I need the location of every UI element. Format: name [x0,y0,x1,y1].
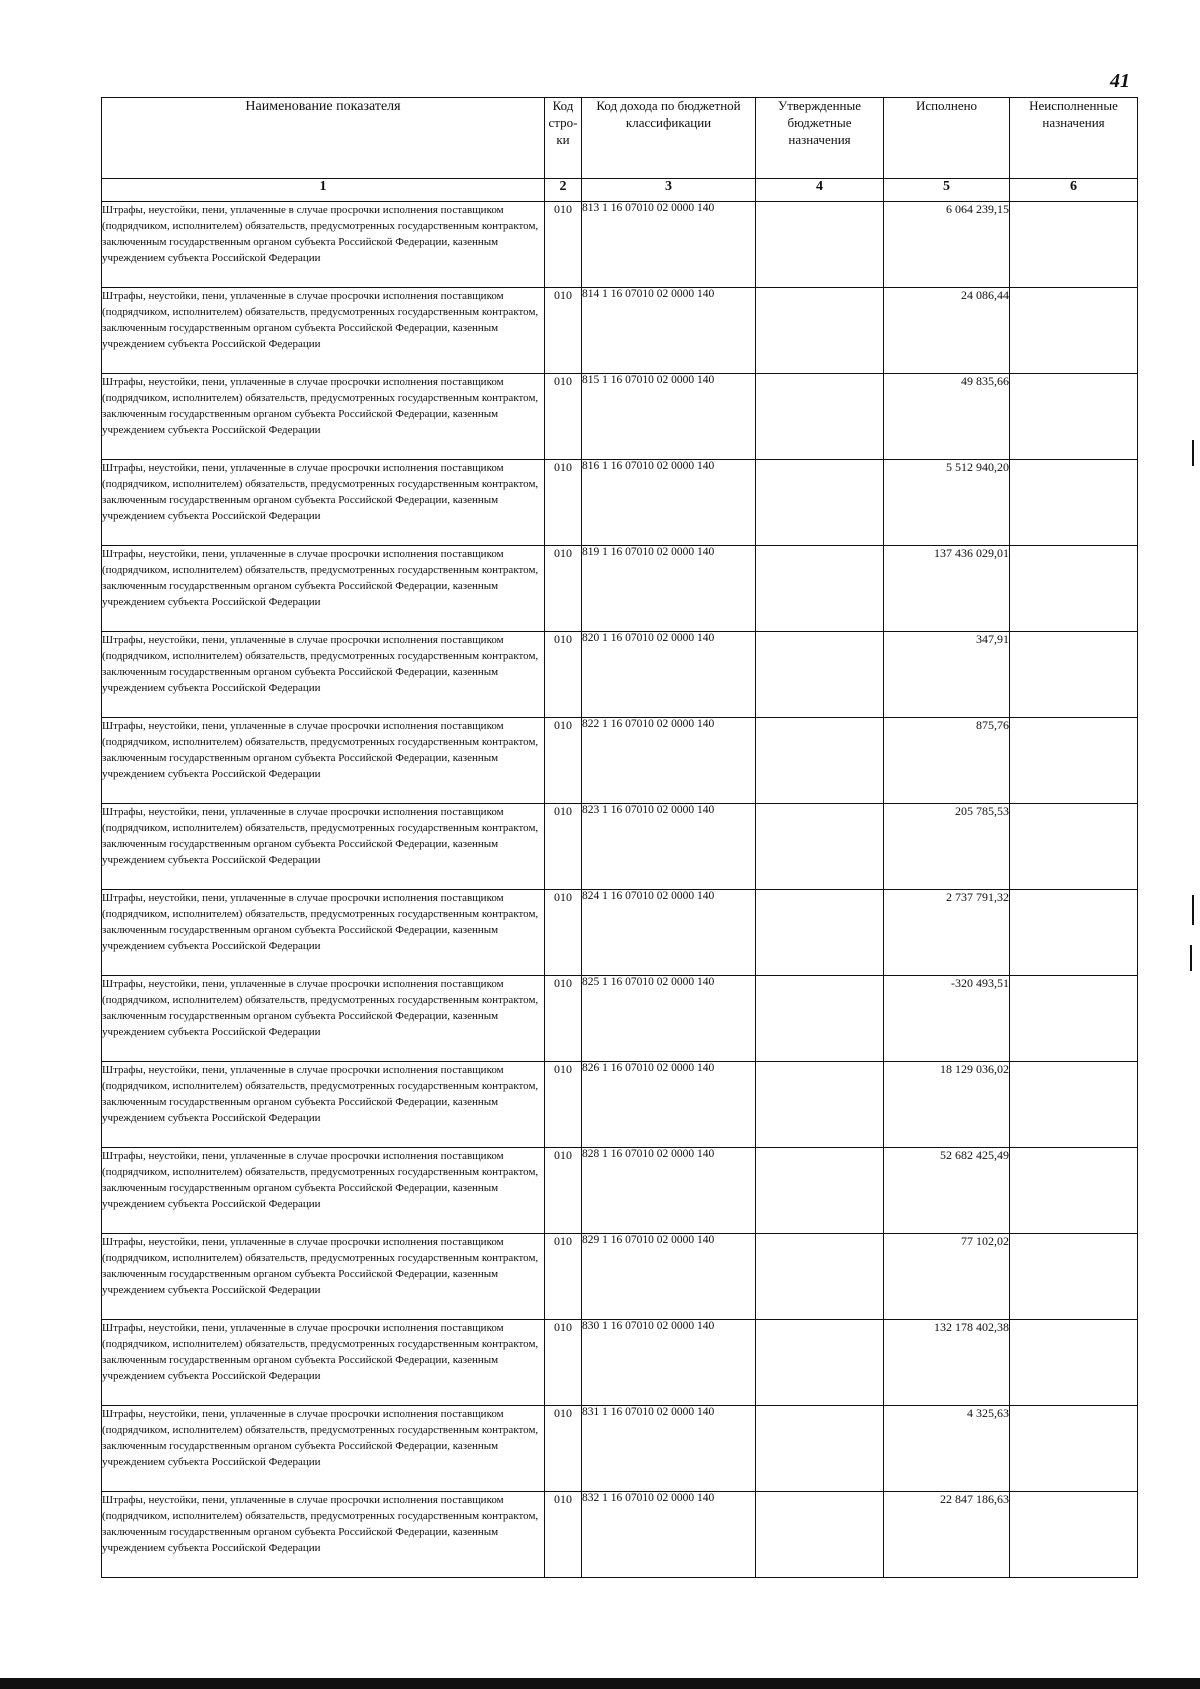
row-approved [756,1234,884,1320]
row-executed: 4 325,63 [884,1406,1010,1492]
table-row [102,1234,1138,1320]
column-number: 4 [756,179,884,202]
row-name: Штрафы, неустойки, пени, уплаченные в случае просрочки исполнения поставщиком (подрядчиком, исполнителем) обязательств, предусмотренных государственным контрактом, заключенным государственным органом субъекта Российской Федерации, казенным учреждением субъекта Российской Федерации [102,374,545,460]
table-row [102,1148,1138,1234]
row-kbk: 832 1 16 07010 02 0000 140 [582,1492,756,1578]
row-name: Штрафы, неустойки, пени, уплаченные в случае просрочки исполнения поставщиком (подрядчиком, исполнителем) обязательств, предусмотренных государственным контрактом, заключенным государственным органом субъекта Российской Федерации, казенным учреждением субъекта Российской Федерации [102,1492,545,1578]
row-unexecuted [1010,546,1138,632]
row-executed: 132 178 402,38 [884,1320,1010,1406]
row-name: Штрафы, неустойки, пени, уплаченные в случае просрочки исполнения поставщиком (подрядчиком, исполнителем) обязательств, предусмотренных государственным контрактом, заключенным государственным органом субъекта Российской Федерации, казенным учреждением субъекта Российской Федерации [102,1148,545,1234]
row-unexecuted [1010,1148,1138,1234]
scan-margin-mark [1192,895,1194,925]
table-row [102,1320,1138,1406]
header-name: Наименование показателя [102,98,545,179]
header-unexecuted: Неисполненные назначения [1010,98,1138,179]
row-kbk: 829 1 16 07010 02 0000 140 [582,1234,756,1320]
row-name: Штрафы, неустойки, пени, уплаченные в случае просрочки исполнения поставщиком (подрядчиком, исполнителем) обязательств, предусмотренных государственным контрактом, заключенным государственным органом субъекта Российской Федерации, казенным учреждением субъекта Российской Федерации [102,1062,545,1148]
table-row [102,1062,1138,1148]
row-executed: 2 737 791,32 [884,890,1010,976]
row-unexecuted [1010,202,1138,288]
row-name: Штрафы, неустойки, пени, уплаченные в случае просрочки исполнения поставщиком (подрядчиком, исполнителем) обязательств, предусмотренных государственным контрактом, заключенным государственным органом субъекта Российской Федерации, казенным учреждением субъекта Российской Федерации [102,1234,545,1320]
row-approved [756,1406,884,1492]
row-unexecuted [1010,1320,1138,1406]
header-row [102,98,1138,179]
table-row [102,374,1138,460]
row-unexecuted [1010,1492,1138,1578]
row-line-code: 010 [545,804,582,890]
row-kbk: 830 1 16 07010 02 0000 140 [582,1320,756,1406]
row-approved [756,976,884,1062]
row-kbk: 819 1 16 07010 02 0000 140 [582,546,756,632]
row-executed: 137 436 029,01 [884,546,1010,632]
row-kbk: 813 1 16 07010 02 0000 140 [582,202,756,288]
row-kbk: 828 1 16 07010 02 0000 140 [582,1148,756,1234]
table-row [102,804,1138,890]
row-executed: 205 785,53 [884,804,1010,890]
table-row [102,288,1138,374]
row-approved [756,804,884,890]
row-name: Штрафы, неустойки, пени, уплаченные в случае просрочки исполнения поставщиком (подрядчиком, исполнителем) обязательств, предусмотренных государственным контрактом, заключенным государственным органом субъекта Российской Федерации, казенным учреждением субъекта Российской Федерации [102,202,545,288]
row-executed: 24 086,44 [884,288,1010,374]
row-name: Штрафы, неустойки, пени, уплаченные в случае просрочки исполнения поставщиком (подрядчиком, исполнителем) обязательств, предусмотренных государственным контрактом, заключенным государственным органом субъекта Российской Федерации, казенным учреждением субъекта Российской Федерации [102,1320,545,1406]
row-kbk: 831 1 16 07010 02 0000 140 [582,1406,756,1492]
row-approved [756,288,884,374]
table-row [102,1492,1138,1578]
row-unexecuted [1010,718,1138,804]
row-unexecuted [1010,374,1138,460]
table-row [102,718,1138,804]
row-name: Штрафы, неустойки, пени, уплаченные в случае просрочки исполнения поставщиком (подрядчиком, исполнителем) обязательств, предусмотренных государственным контрактом, заключенным государственным органом субъекта Российской Федерации, казенным учреждением субъекта Российской Федерации [102,546,545,632]
header-executed: Исполнено [884,98,1010,179]
row-executed: -320 493,51 [884,976,1010,1062]
table-row [102,976,1138,1062]
row-executed: 77 102,02 [884,1234,1010,1320]
row-unexecuted [1010,1062,1138,1148]
row-line-code: 010 [545,1320,582,1406]
row-approved [756,546,884,632]
table-row [102,546,1138,632]
row-line-code: 010 [545,1406,582,1492]
column-number: 1 [102,179,545,202]
row-executed: 52 682 425,49 [884,1148,1010,1234]
row-executed: 347,91 [884,632,1010,718]
row-name: Штрафы, неустойки, пени, уплаченные в случае просрочки исполнения поставщиком (подрядчиком, исполнителем) обязательств, предусмотренных государственным контрактом, заключенным государственным органом субъекта Российской Федерации, казенным учреждением субъекта Российской Федерации [102,804,545,890]
row-line-code: 010 [545,546,582,632]
row-unexecuted [1010,288,1138,374]
row-unexecuted [1010,890,1138,976]
row-kbk: 825 1 16 07010 02 0000 140 [582,976,756,1062]
row-line-code: 010 [545,1492,582,1578]
row-unexecuted [1010,1406,1138,1492]
row-unexecuted [1010,804,1138,890]
row-executed: 5 512 940,20 [884,460,1010,546]
table-row [102,460,1138,546]
row-kbk: 826 1 16 07010 02 0000 140 [582,1062,756,1148]
row-executed: 6 064 239,15 [884,202,1010,288]
row-approved [756,374,884,460]
column-number: 6 [1010,179,1138,202]
row-unexecuted [1010,1234,1138,1320]
row-name: Штрафы, неустойки, пени, уплаченные в случае просрочки исполнения поставщиком (подрядчиком, исполнителем) обязательств, предусмотренных государственным контрактом, заключенным государственным органом субъекта Российской Федерации, казенным учреждением субъекта Российской Федерации [102,632,545,718]
row-line-code: 010 [545,1148,582,1234]
row-name: Штрафы, неустойки, пени, уплаченные в случае просрочки исполнения поставщиком (подрядчиком, исполнителем) обязательств, предусмотренных государственным контрактом, заключенным государственным органом субъекта Российской Федерации, казенным учреждением субъекта Российской Федерации [102,1406,545,1492]
table-body [102,202,1138,1578]
row-executed: 18 129 036,02 [884,1062,1010,1148]
column-number: 5 [884,179,1010,202]
row-name: Штрафы, неустойки, пени, уплаченные в случае просрочки исполнения поставщиком (подрядчиком, исполнителем) обязательств, предусмотренных государственным контрактом, заключенным государственным органом субъекта Российской Федерации, казенным учреждением субъекта Российской Федерации [102,288,545,374]
row-executed: 875,76 [884,718,1010,804]
row-approved [756,1492,884,1578]
table-row [102,1406,1138,1492]
row-approved [756,1320,884,1406]
row-executed: 49 835,66 [884,374,1010,460]
row-kbk: 814 1 16 07010 02 0000 140 [582,288,756,374]
row-kbk: 823 1 16 07010 02 0000 140 [582,804,756,890]
row-line-code: 010 [545,288,582,374]
scan-edge-bar [0,1678,1200,1689]
row-line-code: 010 [545,976,582,1062]
scan-margin-mark [1190,945,1192,971]
column-number-row [102,179,1138,202]
page-number: 41 [1110,70,1130,92]
row-line-code: 010 [545,1234,582,1320]
row-approved [756,632,884,718]
row-approved [756,1148,884,1234]
row-name: Штрафы, неустойки, пени, уплаченные в случае просрочки исполнения поставщиком (подрядчиком, исполнителем) обязательств, предусмотренных государственным контрактом, заключенным государственным органом субъекта Российской Федерации, казенным учреждением субъекта Российской Федерации [102,890,545,976]
column-number: 2 [545,179,582,202]
table-row [102,202,1138,288]
row-executed: 22 847 186,63 [884,1492,1010,1578]
table-row [102,632,1138,718]
row-line-code: 010 [545,890,582,976]
row-line-code: 010 [545,718,582,804]
row-line-code: 010 [545,632,582,718]
header-line-code: Код стро-ки [545,98,582,179]
row-approved [756,890,884,976]
row-unexecuted [1010,632,1138,718]
table-row [102,890,1138,976]
row-name: Штрафы, неустойки, пени, уплаченные в случае просрочки исполнения поставщиком (подрядчиком, исполнителем) обязательств, предусмотренных государственным контрактом, заключенным государственным органом субъекта Российской Федерации, казенным учреждением субъекта Российской Федерации [102,460,545,546]
row-unexecuted [1010,460,1138,546]
row-kbk: 816 1 16 07010 02 0000 140 [582,460,756,546]
row-name: Штрафы, неустойки, пени, уплаченные в случае просрочки исполнения поставщиком (подрядчиком, исполнителем) обязательств, предусмотренных государственным контрактом, заключенным государственным органом субъекта Российской Федерации, казенным учреждением субъекта Российской Федерации [102,976,545,1062]
row-line-code: 010 [545,460,582,546]
budget-execution-table [101,97,1138,1578]
scan-margin-mark [1192,440,1194,466]
row-kbk: 822 1 16 07010 02 0000 140 [582,718,756,804]
row-line-code: 010 [545,202,582,288]
row-name: Штрафы, неустойки, пени, уплаченные в случае просрочки исполнения поставщиком (подрядчиком, исполнителем) обязательств, предусмотренных государственным контрактом, заключенным государственным органом субъекта Российской Федерации, казенным учреждением субъекта Российской Федерации [102,718,545,804]
header-kbk: Код дохода по бюджетной классификации [582,98,756,179]
row-kbk: 815 1 16 07010 02 0000 140 [582,374,756,460]
row-approved [756,1062,884,1148]
row-line-code: 010 [545,1062,582,1148]
row-kbk: 820 1 16 07010 02 0000 140 [582,632,756,718]
header-approved: Утвержденные бюджетные назначения [756,98,884,179]
row-line-code: 010 [545,374,582,460]
row-kbk: 824 1 16 07010 02 0000 140 [582,890,756,976]
row-unexecuted [1010,976,1138,1062]
row-approved [756,460,884,546]
column-number: 3 [582,179,756,202]
row-approved [756,718,884,804]
row-approved [756,202,884,288]
